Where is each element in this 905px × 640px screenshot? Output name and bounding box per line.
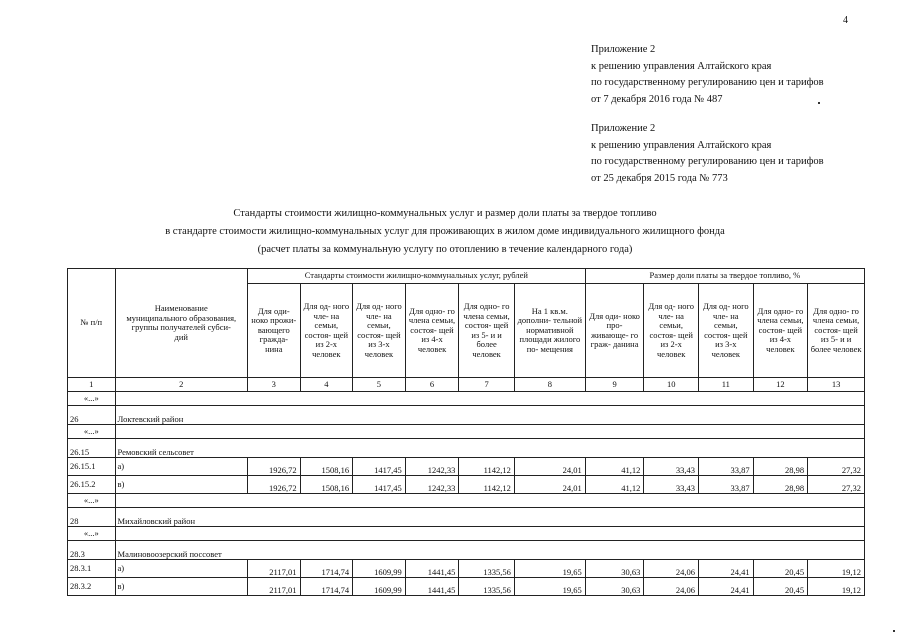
column-number: 10 [644,378,699,392]
page-number: 4 [843,15,848,26]
value-cell: 24,41 [698,560,753,578]
row-number: 26 [68,406,116,425]
row-name: а) [115,458,247,476]
appendix-block-current [591,42,891,108]
column-header: На 1 кв.м. дополни- тельной нормативной площади жилого по- мещения [514,284,585,378]
value-cell: 1417,45 [353,476,406,494]
section-row [68,508,865,527]
value-cell: 1609,99 [353,560,406,578]
column-number: 1 [68,378,116,392]
ellipsis-cell: «...» [68,425,116,439]
column-number: 6 [405,378,459,392]
row-number: 28.3.1 [68,560,116,578]
table-row [68,560,865,578]
value-cell: 28,98 [753,458,808,476]
value-cell: 1714,74 [300,560,353,578]
row-number: 26.15 [68,439,116,458]
column-header: Для одно- го члена семьи, состоя- щей из 5- и и более человек [808,284,865,378]
title-line: Стандарты стоимости жилищно-коммунальных услуг и размер доли платы за твердое топливо [233,208,657,219]
column-header: Для оди- ноко про- живающе- го граж- данина [585,284,644,378]
column-number: 7 [459,378,515,392]
row-name: в) [115,578,247,596]
value-cell: 1441,45 [405,560,459,578]
section-name: Локтевский район [115,406,864,425]
value-cell: 1417,45 [353,458,406,476]
table-row [68,458,865,476]
appendix-line: от 7 декабря 2016 года № 487 [591,93,723,105]
column-header: Для од- ного чле- на семьи, состоя- щей из 3-х человек [353,284,406,378]
value-cell: 27,32 [808,476,865,494]
document-title [100,205,790,259]
ellipsis-cell: «...» [68,494,116,508]
value-cell: 24,06 [644,560,699,578]
value-cell: 41,12 [585,476,644,494]
section-name: Михайловский район [115,508,864,527]
section-row [68,406,865,425]
ellipsis-row [68,494,865,508]
empty-cell [115,392,864,406]
section-row [68,439,865,458]
column-number: 13 [808,378,865,392]
value-cell: 1508,16 [300,476,353,494]
appendix-block-previous [591,121,891,187]
appendix-line: Приложение 2 [591,44,656,55]
column-header-number: № п/п [68,269,116,378]
value-cell: 19,65 [514,578,585,596]
value-cell: 19,12 [808,560,865,578]
column-number: 2 [115,378,247,392]
value-cell: 19,65 [514,560,585,578]
value-cell: 20,45 [753,578,808,596]
value-cell: 33,43 [644,458,699,476]
row-name: а) [115,560,247,578]
value-cell: 41,12 [585,458,644,476]
title-line: (расчет платы за коммунальную услугу по отоплению в течение календарного года) [257,244,633,255]
empty-cell [115,494,864,508]
column-number: 5 [353,378,406,392]
value-cell: 2117,01 [247,578,300,596]
scan-speck [818,102,820,104]
section-name: Малиновоозерский поссовет [115,541,864,560]
ellipsis-cell: «...» [68,392,116,406]
empty-cell [115,527,864,541]
value-cell: 33,43 [644,476,699,494]
appendix-line: по государственному регулированию цен и тарифов [591,156,824,167]
value-cell: 1242,33 [405,458,459,476]
value-cell: 24,41 [698,578,753,596]
value-cell: 2117,01 [247,560,300,578]
column-header: Для од- ного чле- на семьи, состоя- щей из 2-х человек [644,284,699,378]
group-header-fuel-share: Размер доли платы за твердое топливо, % [585,269,864,284]
value-cell: 1142,12 [459,458,515,476]
table-row [68,476,865,494]
group-header-standards: Стандарты стоимости жилищно-коммунальных услуг, рублей [247,269,585,284]
appendix-line: к решению управления Алтайского края [591,139,772,151]
column-header: Для одно- го члена семьи, состоя- щей из 4-х человек [753,284,808,378]
title-line: в стандарте стоимости жилищно-коммунальных услуг для проживающих в жилом доме индивидуального жилищного фонда [165,226,725,237]
value-cell: 1926,72 [247,476,300,494]
value-cell: 33,87 [698,458,753,476]
empty-cell [115,425,864,439]
column-header-name: Наименование муниципального образования, группы получателей субси- дий [115,269,247,378]
column-number: 8 [514,378,585,392]
row-number: 28 [68,508,116,527]
tariff-table [67,268,865,596]
ellipsis-row [68,392,865,406]
column-number: 11 [698,378,753,392]
appendix-line: к решению управления Алтайского края [591,60,772,72]
value-cell: 30,63 [585,560,644,578]
appendix-line: Приложение 2 [591,123,656,134]
value-cell: 1142,12 [459,476,515,494]
appendix-line: от 25 декабря 2015 года № 773 [591,172,728,184]
section-row [68,541,865,560]
ellipsis-cell: «...» [68,527,116,541]
column-header: Для од- ного чле- на семьи, состоя- щей из 2-х человек [300,284,353,378]
column-header: Для одно- го члена семьи, состоя- щей из 4-х человек [405,284,459,378]
ellipsis-row [68,527,865,541]
value-cell: 24,01 [514,476,585,494]
value-cell: 1926,72 [247,458,300,476]
table-header-row [68,269,865,284]
value-cell: 1508,16 [300,458,353,476]
table-row [68,578,865,596]
value-cell: 1441,45 [405,578,459,596]
section-name: Ремовский сельсовет [115,439,864,458]
scan-speck [893,630,895,632]
value-cell: 24,01 [514,458,585,476]
value-cell: 1335,56 [459,578,515,596]
ellipsis-row [68,425,865,439]
row-number: 28.3 [68,541,116,560]
column-number: 4 [300,378,353,392]
row-number: 26.15.2 [68,476,116,494]
value-cell: 30,63 [585,578,644,596]
value-cell: 20,45 [753,560,808,578]
column-header: Для одно- го члена семьи, состоя- щей из 5- и и более человек [459,284,515,378]
row-number: 26.15.1 [68,458,116,476]
value-cell: 1335,56 [459,560,515,578]
value-cell: 1609,99 [353,578,406,596]
column-header: Для оди- ноко прожи- вающего гражда- нина [247,284,300,378]
appendix-line: по государственному регулированию цен и тарифов [591,77,824,88]
column-number: 3 [247,378,300,392]
row-name: в) [115,476,247,494]
column-number-row [68,378,865,392]
value-cell: 28,98 [753,476,808,494]
column-number: 9 [585,378,644,392]
value-cell: 33,87 [698,476,753,494]
column-number: 12 [753,378,808,392]
column-header: Для од- ного чле- на семьи, состоя- щей из 3-х человек [698,284,753,378]
row-number: 28.3.2 [68,578,116,596]
value-cell: 24,06 [644,578,699,596]
value-cell: 1714,74 [300,578,353,596]
value-cell: 19,12 [808,578,865,596]
value-cell: 1242,33 [405,476,459,494]
value-cell: 27,32 [808,458,865,476]
